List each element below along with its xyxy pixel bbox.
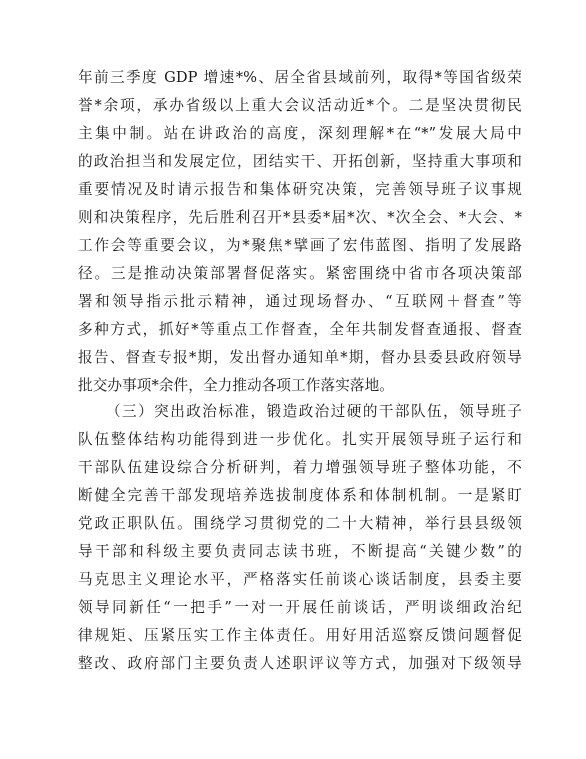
paragraph-2-line: 队伍整体结构功能得到进一步优化。扎实开展领导班子运行和 — [78, 431, 522, 448]
paragraph-1-line: 径。三是推动决策部署督促落实。紧密围绕中省市各项决策部 — [78, 265, 522, 282]
paragraph-2-line: 干部队伍建设综合分析研判，着力增强领导班子整体功能，不 — [78, 459, 522, 476]
paragraph-2-line: 党政正职队伍。围绕学习贯彻党的二十大精神，举行县县级领 — [78, 515, 522, 532]
paragraph-1-line: 主集中制。站在讲政治的高度，深刻理解*在“*”发展大局中 — [78, 125, 522, 142]
paragraph-2 — [78, 398, 522, 678]
paragraph-2-line: 律规矩、压紧压实工作主体责任。用好用活巡察反馈问题督促 — [78, 627, 522, 644]
paragraph-1-last-line: 批交办事项*余件，全力推动各项工作落实落地。 — [78, 377, 394, 394]
paragraph-1-line: 年前三季度 GDP 增速*%、居全省县域前列，取得*等国省级荣 — [78, 69, 522, 86]
paragraph-1-line: 重要情况及时请示报告和集体研究决策，完善领导班子议事规 — [78, 181, 522, 198]
paragraph-1-line: 署和领导指示批示精神，通过现场督办、“互联网＋督查”等 — [78, 293, 522, 310]
paragraph-1-line: 报告、督查专报*期，发出督办通知单*期，督办县委县政府领导 — [78, 349, 522, 366]
paragraph-1-line: 的政治担当和发展定位，团结实干、开拓创新，坚持重大事项和 — [78, 153, 522, 170]
paragraph-1-line: 多种方式，抓好*等重点工作督查，全年共制发督查通报、督查 — [78, 321, 522, 338]
paragraph-1-line: 则和决策程序，先后胜利召开*县委*届*次、*次全会、*大会、* — [78, 209, 522, 226]
paragraph-2-line: 马克思主义理论水平，严格落实任前谈心谈话制度，县委主要 — [78, 571, 522, 588]
paragraph-2-line: 断健全完善干部发现培养选拔制度体系和体制机制。一是紧盯 — [78, 487, 522, 504]
paragraph-2-first-line: （三）突出政治标准，锻造政治过硬的干部队伍，领导班子 — [106, 403, 522, 420]
paragraph-1 — [78, 64, 522, 400]
paragraph-1-line: 工作会等重要会议，为*聚焦*擘画了宏伟蓝图、指明了发展路 — [78, 237, 522, 254]
paragraph-1-line: 誉*余项，承办省级以上重大会议活动近*个。二是坚决贯彻民 — [78, 97, 522, 114]
paragraph-2-line: 导干部和科级主要负责同志读书班，不断提高“关键少数”的 — [78, 543, 522, 560]
paragraph-2-line: 整改、政府部门主要负责人述职评议等方式，加强对下级领导 — [78, 655, 522, 672]
paragraph-2-line: 领导同新任“一把手”一对一开展任前谈话，严明谈细政治纪 — [78, 599, 522, 616]
